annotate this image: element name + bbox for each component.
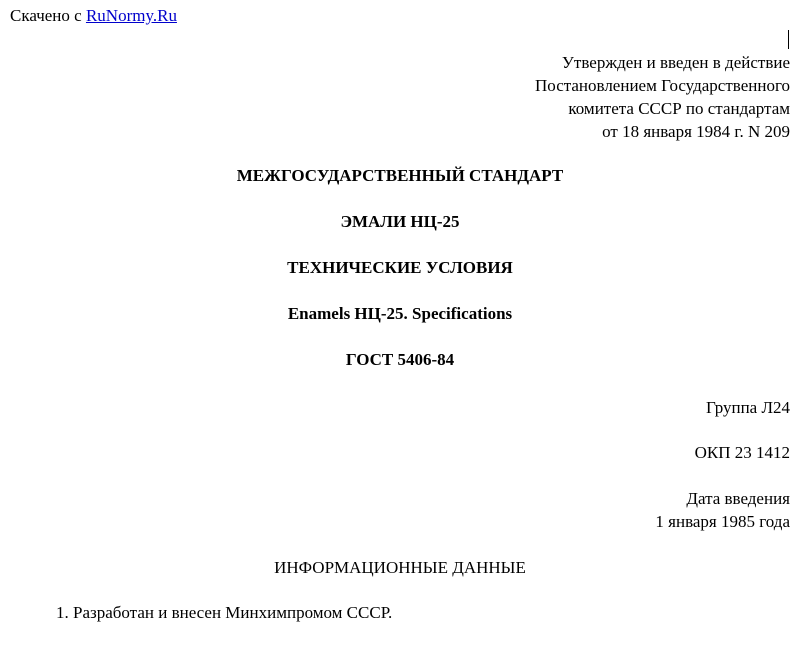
standard-type-heading: МЕЖГОСУДАРСТВЕННЫЙ СТАНДАРТ xyxy=(236,166,564,185)
approval-line: комитета СССР по стандартам xyxy=(568,99,790,118)
standard-subtitle: ТЕХНИЧЕСКИЕ УСЛОВИЯ xyxy=(287,258,513,277)
intro-date-label: Дата введения xyxy=(686,489,790,508)
standard-title: ЭМАЛИ НЦ-25 xyxy=(340,212,460,231)
source-note xyxy=(10,6,177,26)
okp-code: ОКП 23 1412 xyxy=(694,443,790,462)
info-item: 1. Разработан и внесен Минхимпромом СССР. xyxy=(56,603,393,622)
text-cursor xyxy=(788,30,789,49)
source-link[interactable]: RuNormy.Ru xyxy=(85,6,177,25)
group-code: Группа Л24 xyxy=(705,398,790,417)
english-title: Enamels НЦ-25. Specifications xyxy=(287,304,513,323)
source-prefix: Скачено с xyxy=(10,6,86,25)
approval-line: Постановлением Государственного xyxy=(535,76,790,95)
intro-date-value: 1 января 1985 года xyxy=(655,512,790,531)
approval-block xyxy=(535,51,790,143)
gost-number: ГОСТ 5406-84 xyxy=(345,350,455,369)
approval-line: Утвержден и введен в действие xyxy=(561,53,790,72)
info-heading: ИНФОРМАЦИОННЫЕ ДАННЫЕ xyxy=(274,558,526,577)
approval-line: от 18 января 1984 г. N 209 xyxy=(602,122,790,141)
